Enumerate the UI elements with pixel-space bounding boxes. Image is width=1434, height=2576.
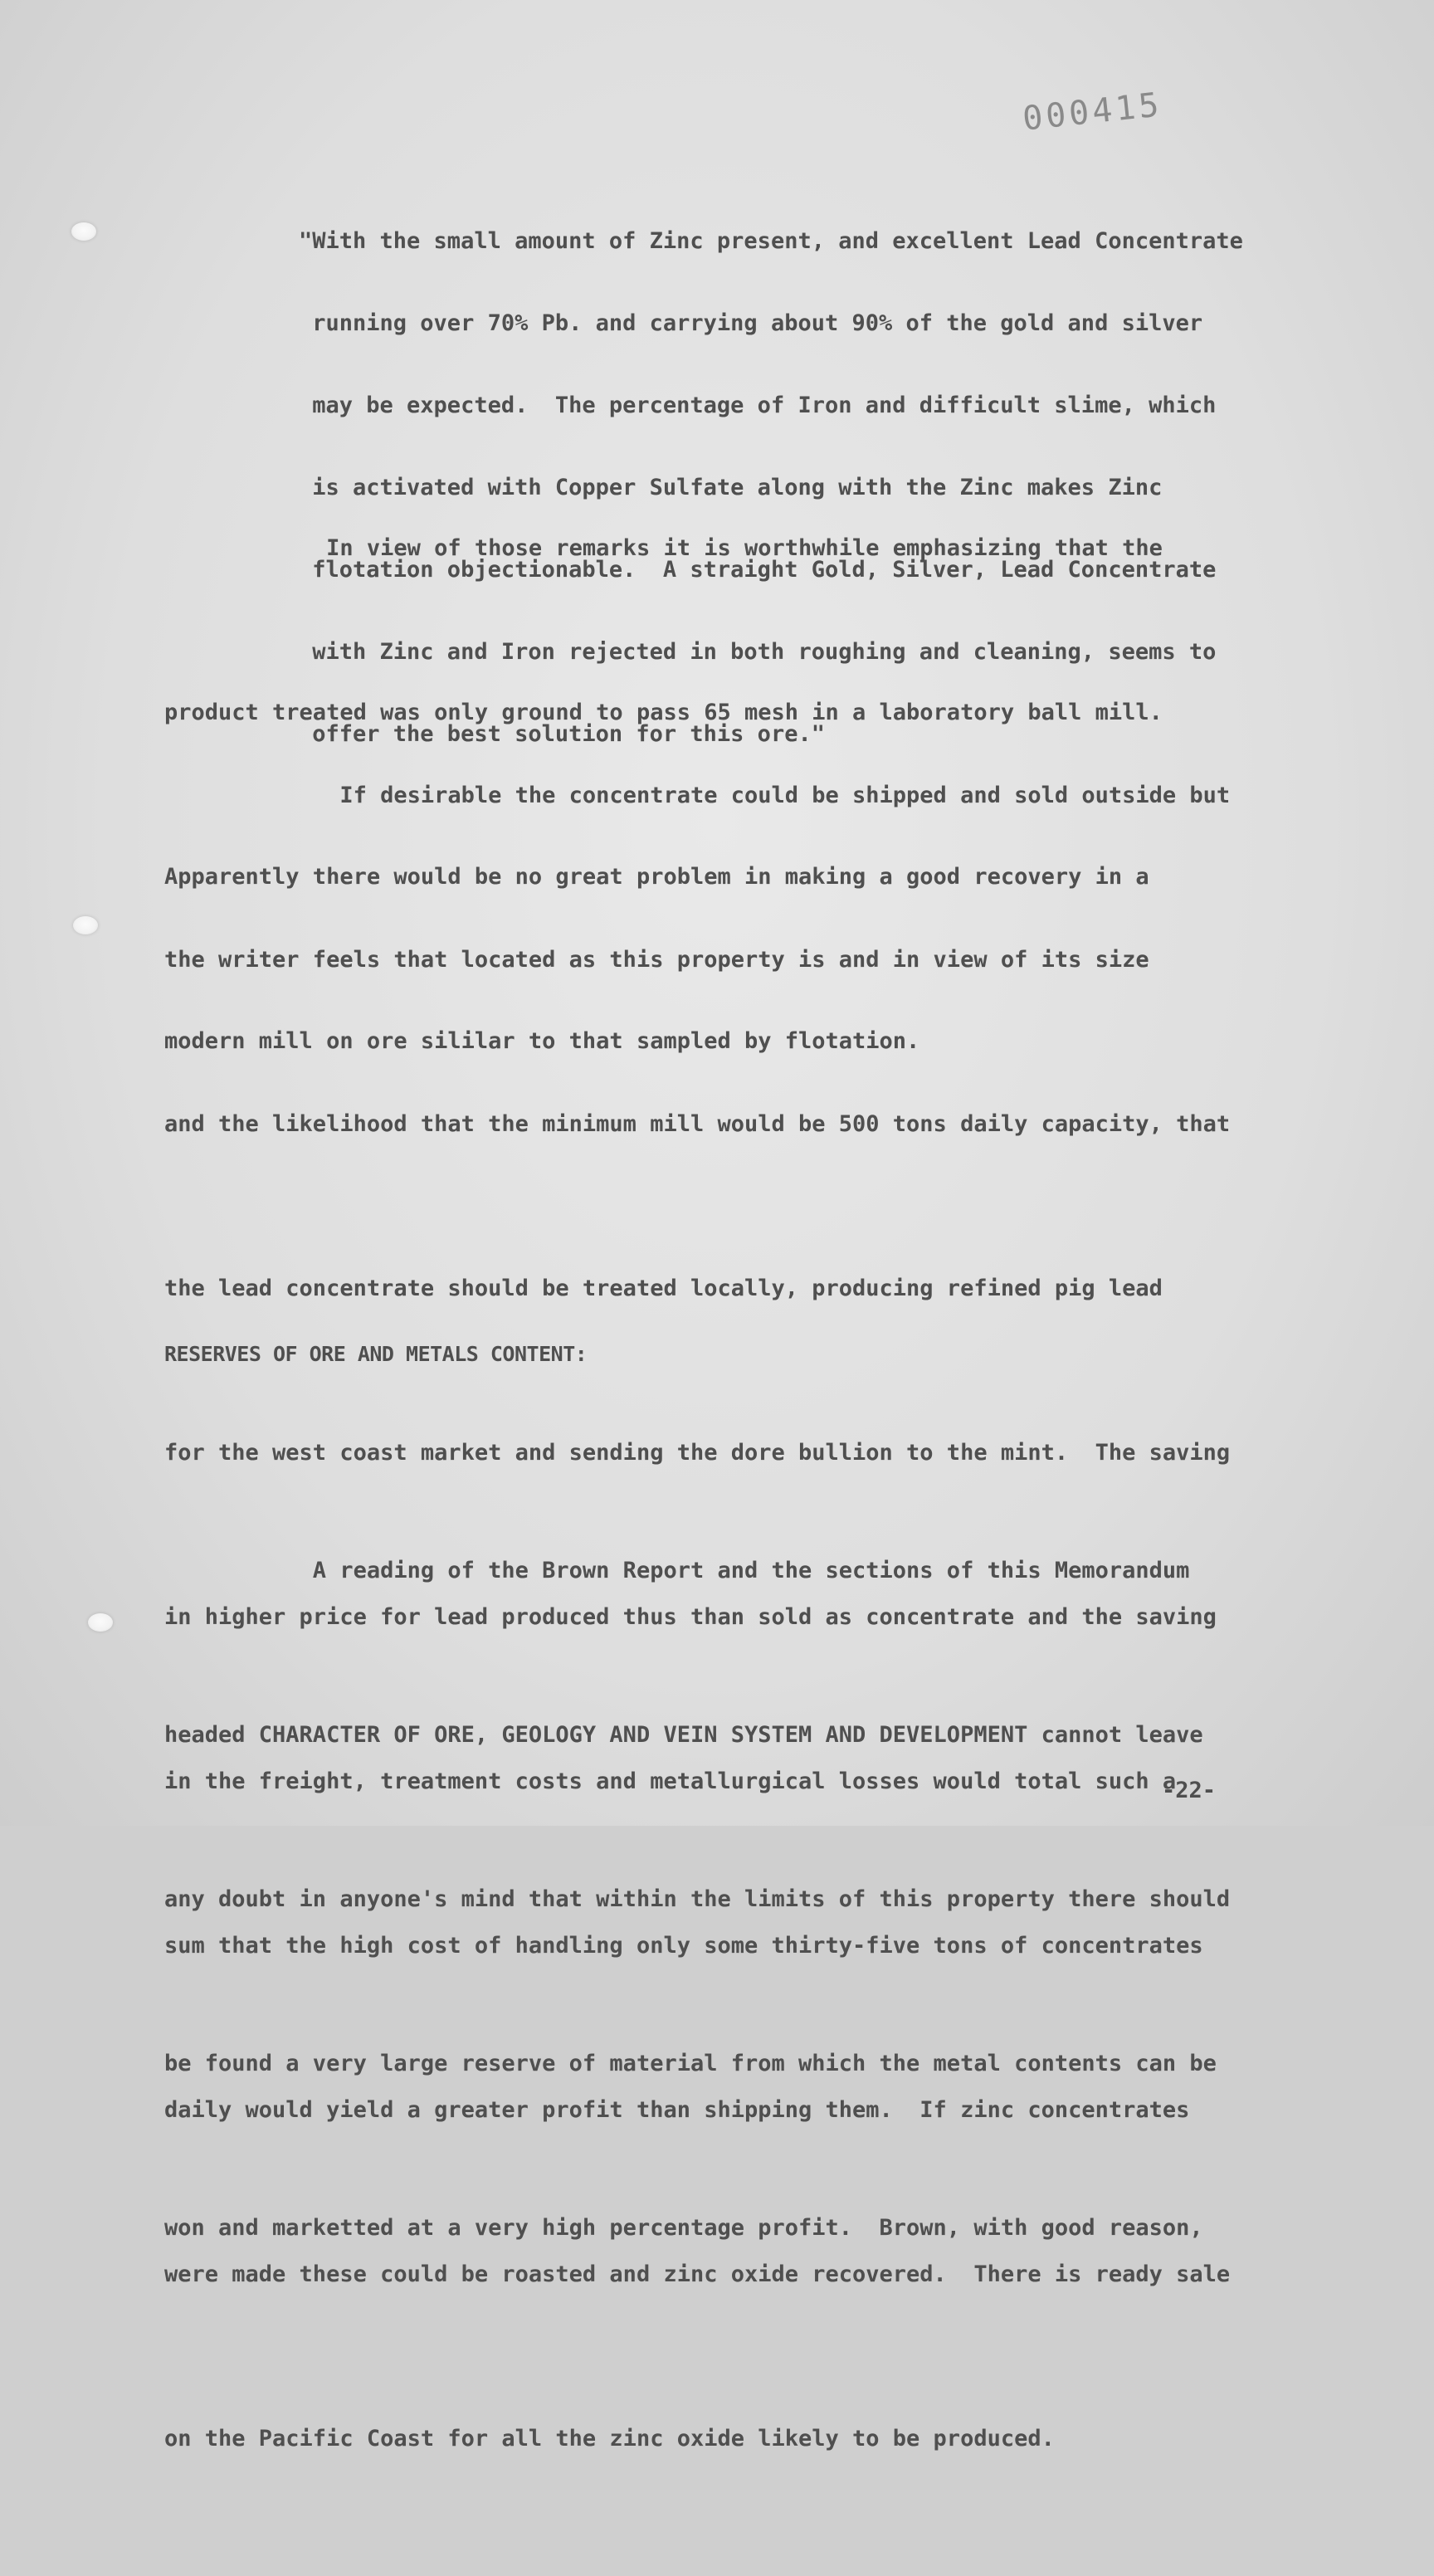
quote-line: "With the small amount of Zinc present, and excellent Lead Concentrate [299,228,1243,254]
text-line: be found a very large reserve of material from which the metal contents can be [164,2051,1217,2076]
section-heading: RESERVES OF ORE AND METALS CONTENT: [164,1342,588,1366]
text-line: modern mill on ore sililar to that sampled by flotation. [164,1028,920,1054]
text-line: sum that the high cost of handling only some thirty-five tons of concentrates [164,1933,1203,1959]
paragraph-reserves [164,1434,1276,2365]
text-line: were made these could be roasted and zinc oxide recovered. There is ready sale [164,2261,1231,2287]
text-line: If desirable the concentrate could be shipped and sold outside but [164,783,1231,808]
quote-line: running over 70% Pb. and carrying about 90% of the gold and silver [299,310,1203,336]
text-line: on the Pacific Coast for all the zinc oxide likely to be produced. [164,2426,1055,2452]
text-line: in the freight, treatment costs and metallurgical losses would total such a [164,1769,1177,1794]
text-line: the lead concentrate should be treated locally, producing refined pig lead [164,1276,1163,1301]
quote-line: is activated with Copper Sulfate along with the Zinc makes Zinc [299,475,1163,500]
quote-line: may be expected. The percentage of Iron and difficult slime, which [299,393,1217,418]
text-line: won and marketted at a very high percentage profit. Brown, with good reason, [164,2215,1203,2241]
text-line: daily would yield a greater profit than shipping them. If zinc concentrates [164,2097,1190,2123]
text-line: Apparently there would be no great problem in making a good recovery in a [164,864,1149,890]
quote-line: offer the best solution for this ore." [299,721,825,747]
text-line: A reading of the Brown Report and the sections of this Memorandum [164,1558,1190,1583]
text-line: the writer feels that located as this property is and in view of its size [164,947,1149,973]
text-line: product treated was only ground to pass 65 mesh in a laboratory ball mill. [164,700,1163,725]
text-line: In view of those remarks it is worthwhile emphasizing that the [164,535,1163,561]
text-line: and the likelihood that the minimum mill would be 500 tons daily capacity, that [164,1111,1231,1137]
quote-line: flotation objectionable. A straight Gold, Silver, Lead Concentrate [299,557,1217,583]
text-line: in higher price for lead produced thus than sold as concentrate and the saving [164,1604,1217,1630]
page-number: -22- [1162,1778,1217,1803]
punch-hole-middle [73,916,98,934]
text-line: headed CHARACTER OF ORE, GEOLOGY AND VEIN SYSTEM AND DEVELOPMENT cannot leave [164,1722,1203,1748]
punch-hole-top [71,222,96,241]
quote-line: with Zinc and Iron rejected in both roughing and cleaning, seems to [299,639,1217,665]
document-control-number: 000415 [1021,85,1164,139]
text-line: any doubt in anyone's mind that within the limits of this property there should [164,1886,1231,1912]
text-line: for the west coast market and sending the dore bullion to the mint. The saving [164,1440,1231,1466]
punch-hole-bottom [88,1613,113,1632]
